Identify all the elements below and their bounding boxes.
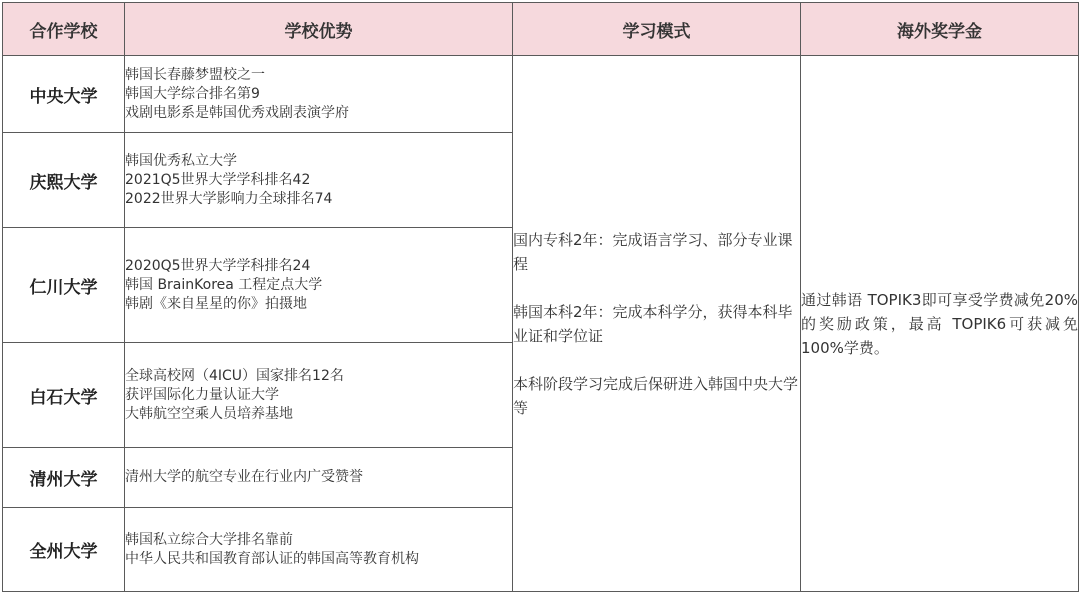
school-advantages: [125, 133, 513, 228]
header-study-mode: 学习模式: [513, 3, 801, 56]
school-name: 白石大学: [3, 343, 125, 448]
header-scholarship: 海外奖学金: [801, 3, 1079, 56]
advantage-item: 韩剧《来自星星的你》拍摄地: [125, 295, 307, 312]
school-name: 庆熙大学: [3, 133, 125, 228]
advantage-item: 中华人民共和国教育部认证的韩国高等教育机构: [125, 550, 419, 567]
header-advantages: 学校优势: [125, 3, 513, 56]
school-comparison-table: [2, 2, 1079, 592]
study-mode-item: 本科阶段学习完成后保研进入韩国中央大学等: [513, 374, 799, 417]
advantage-item: 韩国优秀私立大学: [125, 152, 237, 169]
school-name: 仁川大学: [3, 228, 125, 343]
advantage-item: 2020Q5世界大学学科排名24: [125, 257, 311, 274]
advantage-item: 戏剧电影系是韩国优秀戏剧表演学府: [125, 104, 349, 121]
study-mode-item: 国内专科2年：完成语言学习、部分专业课程: [513, 230, 793, 273]
school-advantages: [125, 343, 513, 448]
advantage-item: 2021Q5世界大学学科排名42: [125, 171, 311, 188]
school-name: 全州大学: [3, 508, 125, 592]
header-school: 合作学校: [3, 3, 125, 56]
study-mode-cell: [513, 56, 801, 592]
school-advantages: [125, 228, 513, 343]
advantage-item: 获评国际化力量认证大学: [125, 386, 279, 403]
school-advantages: [125, 448, 513, 508]
advantage-item: 韩国 BrainKorea 工程定点大学: [125, 276, 323, 293]
table-row: [3, 56, 1079, 133]
advantage-item: 大韩航空空乘人员培养基地: [125, 405, 293, 422]
study-mode-item: 韩国本科2年：完成本科学分，获得本科毕业证和学位证: [513, 302, 793, 345]
advantage-item: 韩国大学综合排名第9: [125, 85, 260, 102]
school-advantages: [125, 508, 513, 592]
school-name: 清州大学: [3, 448, 125, 508]
school-advantages: [125, 56, 513, 133]
advantage-item: 2022世界大学影响力全球排名74: [125, 190, 333, 207]
scholarship-cell: 通过韩语 TOPIK3即可享受学费减免20%的奖励政策，最高 TOPIK6可获减免100%学费。: [801, 56, 1079, 592]
header-row: [3, 3, 1079, 56]
advantage-item: 韩国私立综合大学排名靠前: [125, 531, 293, 548]
school-name: 中央大学: [3, 56, 125, 133]
advantage-item: 清州大学的航空专业在行业内广受赞誉: [125, 469, 363, 485]
advantage-item: 全球高校网（4ICU）国家排名12名: [125, 367, 344, 384]
advantage-item: 韩国长春藤梦盟校之一: [125, 66, 265, 83]
